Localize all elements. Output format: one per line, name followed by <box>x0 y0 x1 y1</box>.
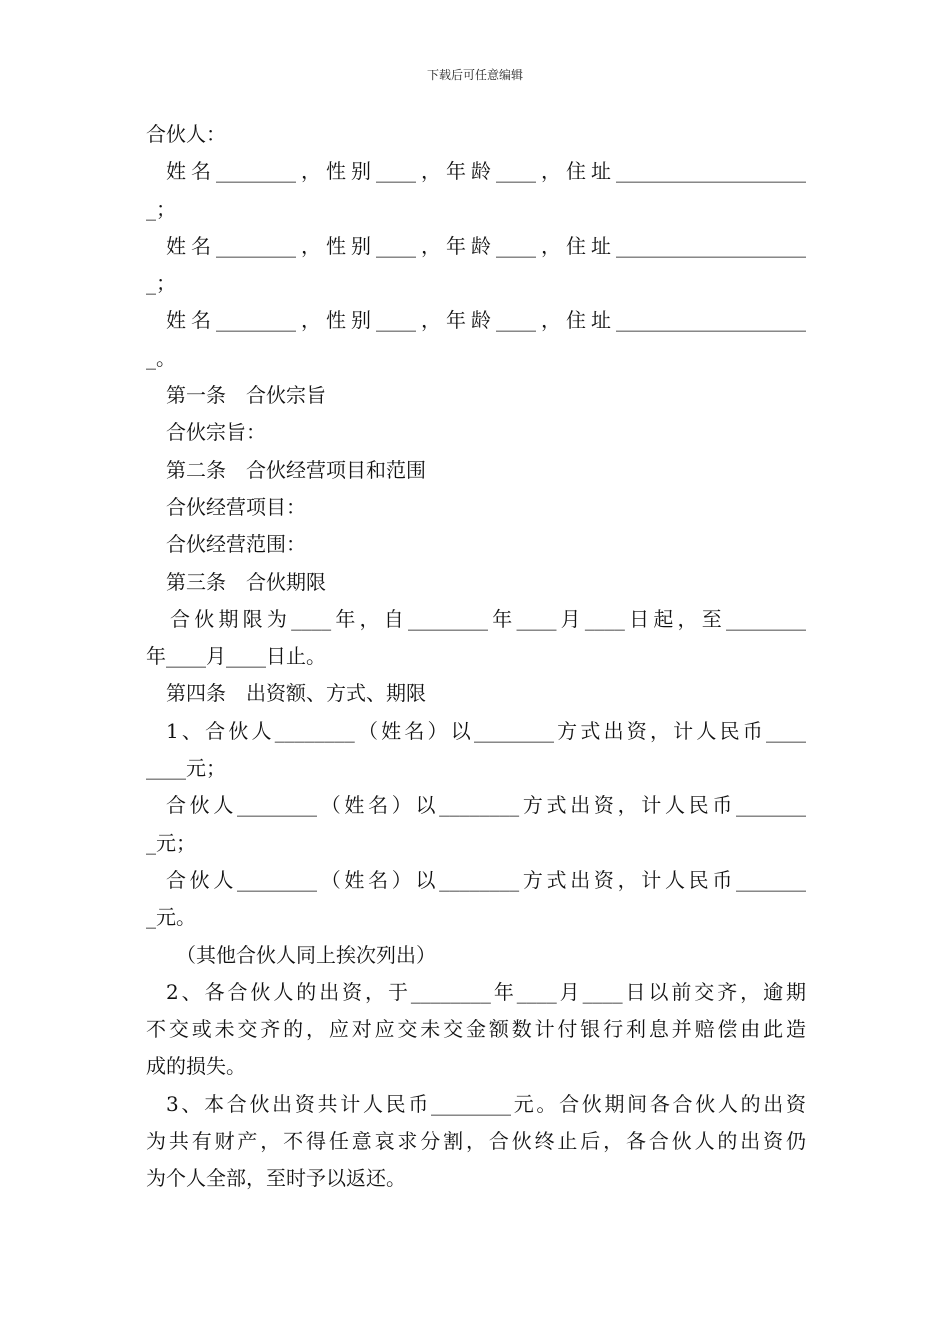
document-line: 2、各合伙人的出资，于________年____月____日以前交齐，逾期 <box>166 979 806 1004</box>
document-body <box>146 116 806 1198</box>
document-line: 第一条 合伙宗旨 <box>166 383 326 408</box>
document-line: 第四条 出资额、方式、期限 <box>166 681 426 706</box>
document-line: 合伙人________（姓名）以________方式出资，计人民币_______ <box>166 793 806 818</box>
document-line: 1、合伙人________（姓名）以________方式出资，计人民币____ <box>166 718 806 743</box>
document-line: _。 <box>146 345 176 370</box>
document-line: 为个人全部，至时予以返还。 <box>146 1166 406 1191</box>
document-line: 年____月____日止。 <box>146 644 326 669</box>
document-line: 合伙人________（姓名）以________方式出资，计人民币_______ <box>166 867 806 892</box>
document-line: _元。 <box>146 905 196 930</box>
document-line: 成的损失。 <box>146 1054 246 1079</box>
document-line: 合伙宗旨： <box>166 420 266 445</box>
document-line: _； <box>146 196 176 221</box>
document-line: 第二条 合伙经营项目和范围 <box>166 457 426 482</box>
document-line: 为共有财产，不得任意哀求分割，合伙终止后，各合伙人的出资仍 <box>146 1129 806 1154</box>
document-line: 合伙期限为____年，自________年____月____日起，至________ <box>170 606 806 631</box>
document-line: 合伙经营项目： <box>166 494 306 519</box>
document-line: 不交或未交齐的，应对应交未交金额数计付银行利息并赔偿由此造 <box>146 1017 806 1042</box>
document-line: ____元； <box>146 756 226 781</box>
document-line: （其他合伙人同上挨次列出） <box>176 942 436 967</box>
document-line: 姓名________，性别____，年龄____，住址___________________ <box>166 233 806 258</box>
document-line: 姓名________，性别____，年龄____，住址___________________ <box>166 308 806 333</box>
page-header: 下载后可任意编辑 <box>426 68 523 82</box>
document-line: 合伙经营范围： <box>166 532 306 557</box>
document-line: 合伙人： <box>146 122 226 146</box>
document-line: _元； <box>146 830 196 855</box>
document-line: 3、本合伙出资共计人民币________元。合伙期间各合伙人的出资 <box>166 1091 806 1116</box>
document-line: 姓名________，性别____，年龄____，住址___________________ <box>166 159 806 184</box>
document-line: 第三条 合伙期限 <box>166 569 326 594</box>
document-line: _； <box>146 271 176 296</box>
